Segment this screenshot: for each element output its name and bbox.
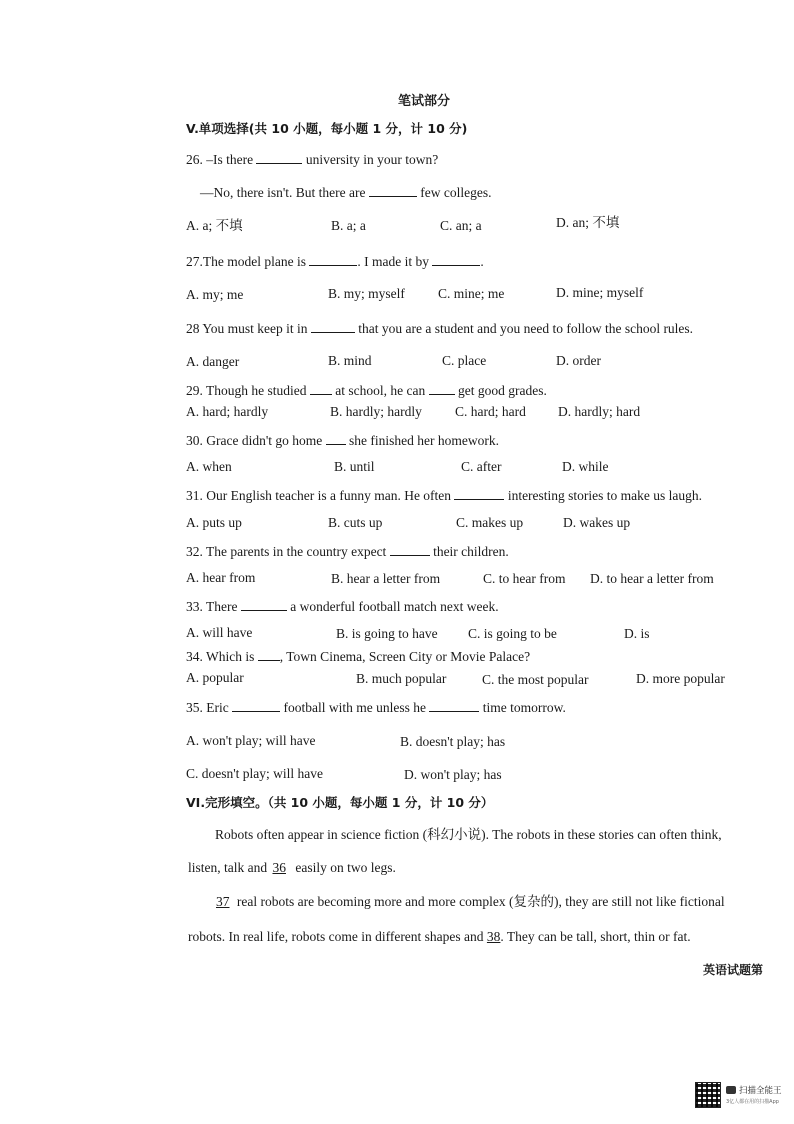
cloze-p1-l2-pre: listen, talk and <box>188 860 268 875</box>
q30-option-a: A. when <box>186 459 232 474</box>
q31-option-d: D. wakes up <box>563 515 631 530</box>
q28-option-b: B. mind <box>328 353 372 368</box>
q33-option-c: C. is going to be <box>468 626 557 641</box>
q30-option-d: D. while <box>562 459 609 474</box>
q26-option-c: C. an; a <box>440 218 482 233</box>
q27-option-b: B. my; myself <box>328 286 405 301</box>
q32-option-a: A. hear from <box>186 570 256 585</box>
q35-option-d: D. won't play; has <box>404 767 502 782</box>
cloze-blank-38: 38 <box>486 929 501 944</box>
q27-blank-2 <box>432 253 480 266</box>
cloze-paragraph-2-line-1 <box>215 894 725 910</box>
cloze-p2-l1-post: real robots are becoming more and more complex (复杂的), they are still not like fictional <box>236 894 725 909</box>
q26-text-pre: 26. –Is there <box>186 152 254 167</box>
q35-option-c: C. doesn't play; will have <box>186 766 324 781</box>
q28-text-post: that you are a student and you need to follow the school rules. <box>358 321 694 336</box>
q33-option-a: A. will have <box>186 625 253 640</box>
q34-text-post: , Town Cinema, Screen City or Movie Palace? <box>279 649 531 664</box>
q35-text-mid: football with me unless he <box>283 700 426 715</box>
question-29 <box>186 382 547 399</box>
q26-line2-post: few colleges. <box>420 185 492 200</box>
q29-option-a: A. hard; hardly <box>186 404 269 419</box>
q34-text-pre: 34. Which is <box>186 649 255 664</box>
q28-text-pre: 28 You must keep it in <box>186 321 308 336</box>
q35-blank-2 <box>429 699 479 712</box>
q33-option-d: D. is <box>624 626 650 641</box>
question-32 <box>186 543 509 560</box>
section-5-title: V.单项选择(共 10 小题，每小题 1 分，计 10 分) <box>186 121 468 136</box>
q31-option-b: B. cuts up <box>328 515 383 530</box>
q27-option-c: C. mine; me <box>438 286 505 301</box>
question-26-line2 <box>200 184 491 201</box>
q33-option-b: B. is going to have <box>336 626 438 641</box>
q28-option-c: C. place <box>442 353 487 368</box>
q29-text-post: get good grades. <box>457 383 547 398</box>
q31-text-post: interesting stories to make us laugh. <box>507 488 703 503</box>
q34-option-a: A. popular <box>186 670 244 685</box>
cloze-paragraph-1-line-1: Robots often appear in science fiction (科幻小说). The robots in these stories can often think, <box>215 827 722 842</box>
cloze-paragraph-1-line-2 <box>188 860 396 876</box>
q29-blank-1 <box>310 382 332 395</box>
cloze-blank-36: 36 <box>272 860 286 875</box>
q27-option-a: A. my; me <box>186 287 244 302</box>
question-26-line1 <box>186 151 438 168</box>
cloze-p2-l2-post: . They can be tall, short, thin or fat. <box>500 929 691 944</box>
q30-blank <box>326 432 346 445</box>
q35-option-a: A. won't play; will have <box>186 733 316 748</box>
q26-blank-2 <box>369 184 417 197</box>
question-35 <box>186 699 566 716</box>
q32-option-d: D. to hear a letter from <box>590 571 714 586</box>
q30-option-b: B. until <box>334 459 375 474</box>
q32-text-post: their children. <box>433 544 509 559</box>
q26-option-a: A. a; 不填 <box>186 218 243 233</box>
q26-blank-1 <box>256 151 302 164</box>
cloze-blank-37: 37 <box>216 894 230 909</box>
q34-option-b: B. much popular <box>356 671 447 686</box>
q28-blank <box>311 320 355 333</box>
q31-option-a: A. puts up <box>186 515 242 530</box>
q31-blank <box>454 487 504 500</box>
q27-blank-1 <box>309 253 357 266</box>
q27-option-d: D. mine; myself <box>556 285 644 300</box>
q35-text-pre: 35. Eric <box>186 700 229 715</box>
question-28 <box>186 320 693 337</box>
q34-option-d: D. more popular <box>636 671 725 686</box>
q29-option-c: C. hard; hard <box>455 404 526 419</box>
q34-blank <box>258 648 280 661</box>
q27-text-post: . <box>480 254 484 269</box>
cloze-p1-l2-post: easily on two legs. <box>295 860 396 875</box>
cloze-paragraph-2-line-2 <box>188 929 691 945</box>
q32-option-b: B. hear a letter from <box>331 571 441 586</box>
q35-blank-1 <box>232 699 280 712</box>
qr-code-icon <box>695 1082 721 1108</box>
q31-option-c: C. makes up <box>456 515 524 530</box>
question-31 <box>186 487 702 504</box>
question-27 <box>186 253 484 270</box>
q29-option-d: D. hardly; hard <box>558 404 641 419</box>
q29-text-pre: 29. Though he studied <box>186 383 307 398</box>
scanner-brand: 扫描全能王 <box>739 1086 782 1096</box>
q32-blank <box>390 543 430 556</box>
q28-option-d: D. order <box>556 353 601 368</box>
question-33 <box>186 598 499 615</box>
q29-option-b: B. hardly; hardly <box>330 404 422 419</box>
q26-option-d: D. an; 不填 <box>556 215 620 230</box>
q30-text-post: she finished her homework. <box>349 433 499 448</box>
scanner-logo-icon <box>726 1086 736 1094</box>
section-6-title: VI.完形填空。（共 10 小题，每小题 1 分，计 10 分） <box>186 795 494 810</box>
scanner-brand-sub: 3亿人都在用的扫描App <box>726 1099 779 1105</box>
q32-text-pre: 32. The parents in the country expect <box>186 544 387 559</box>
q27-text-pre: 27.The model plane is <box>186 254 306 269</box>
footer-page-label: 英语试题第 <box>703 963 764 977</box>
q31-text-pre: 31. Our English teacher is a funny man. He often <box>186 488 452 503</box>
page-title: 笔试部分 <box>398 94 451 109</box>
q35-option-b: B. doesn't play; has <box>400 734 506 749</box>
q26-line2-pre: —No, there isn't. But there are <box>200 185 366 200</box>
question-30 <box>186 432 499 449</box>
q29-text-mid: at school, he can <box>335 383 426 398</box>
question-34 <box>186 648 530 665</box>
q32-option-c: C. to hear from <box>483 571 566 586</box>
q33-text-pre: 33. There <box>186 599 238 614</box>
q29-blank-2 <box>429 382 455 395</box>
cloze-p2-l2-pre: robots. In real life, robots come in different shapes and <box>188 929 484 944</box>
q33-text-post: a wonderful football match next week. <box>290 599 499 614</box>
q26-text-post: university in your town? <box>305 152 439 167</box>
q26-option-b: B. a; a <box>331 218 366 233</box>
q33-blank <box>241 598 287 611</box>
q34-option-c: C. the most popular <box>482 672 589 687</box>
q30-option-c: C. after <box>461 459 502 474</box>
q27-text-mid: . I made it by <box>357 254 429 269</box>
q28-option-a: A. danger <box>186 354 240 369</box>
q35-text-post: time tomorrow. <box>482 700 566 715</box>
q30-text-pre: 30. Grace didn't go home <box>186 433 323 448</box>
